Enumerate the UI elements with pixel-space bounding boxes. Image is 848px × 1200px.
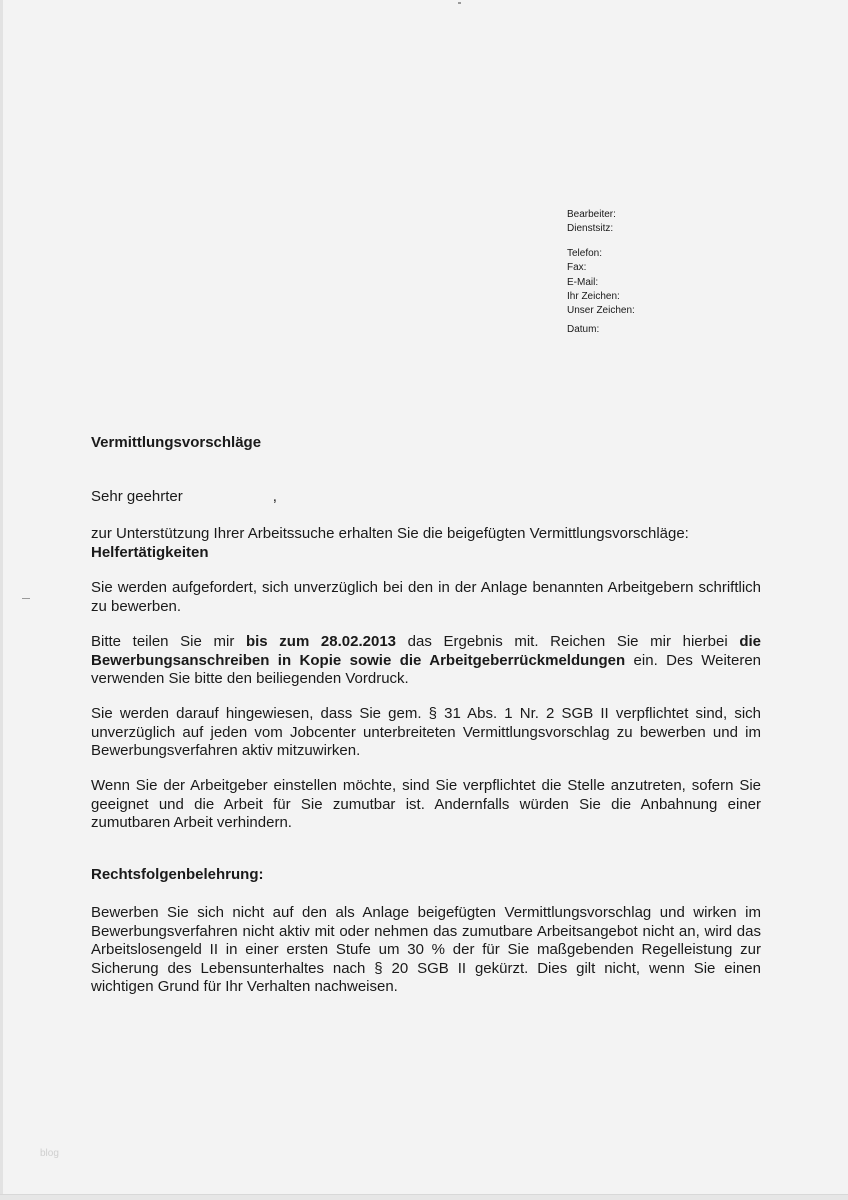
salutation-comma: ,: [272, 488, 277, 505]
intro-text: zur Unterstützung Ihrer Arbeitssuche erhalten Sie die beigefügten Vermittlungsvorschläge:: [91, 525, 689, 542]
email-label: E-Mail:: [567, 276, 599, 288]
paragraph-request: Sie werden aufgefordert, sich unverzüglich bei den in der Anlage benannten Arbeitgebern schriftlich zu bewerben.: [91, 579, 761, 615]
job-category: Helfertätigkeiten: [91, 543, 209, 561]
deadline-date: bis zum 28.02.2013: [245, 633, 397, 650]
telefon-label: Telefon:: [567, 247, 603, 259]
required-documents: die Bewerbungsanschreiben in Kopie sowie die Arbeitgeberrückmeldungen: [91, 633, 761, 669]
paragraph-obligation: Wenn Sie der Arbeitgeber einstellen möchte, sind Sie verpflichtet die Stelle anzutreten, sofern Sie geeignet und die Arbeit für Sie zumutbar ist. Andernfalls würden Sie die Anbahnung einer zumutbaren Arbeit verhindern.: [91, 777, 761, 831]
paragraph-legal-consequences: Bewerben Sie sich nicht auf den als Anlage beigefügten Vermittlungsvorschlag und wirken im Bewerbungsverfahren nicht aktiv mit oder nehmen das zumutbare Arbeitsangebot nicht an, wird das Arbeitslosengeld II in einer ersten Stufe um 30 % der für Sie maßgebenden Regelleistung zur Sicherung des Lebensunterhaltes nach § 20 SGB II gekürzt. Dies gilt nicht, wenn Sie einen wichtigen Grund für Ihr Verhalten nachweisen.: [91, 904, 761, 995]
unser-zeichen-label: Unser Zeichen:: [567, 305, 635, 317]
deadline-text-e: ein. Des Weiteren verwenden Sie bitte den beiliegenden Vordruck.: [91, 651, 761, 687]
ihr-zeichen-label: Ihr Zeichen:: [567, 291, 620, 303]
watermark: blog: [40, 1148, 59, 1159]
sender-info-block: [567, 208, 635, 337]
bearbeiter-label: Bearbeiter:: [567, 209, 616, 220]
page-edge-bottom: [0, 1194, 848, 1200]
deadline-text-c: das Ergebnis mit. Reichen Sie mir hierbei: [396, 633, 740, 650]
fax-label: Fax:: [567, 262, 587, 274]
page-edge: [0, 0, 3, 1200]
salutation: [91, 488, 761, 507]
legal-consequences-heading: Rechtsfolgenbelehrung:: [91, 866, 264, 883]
paragraph-deadline: [91, 633, 761, 689]
datum-label: Datum:: [567, 323, 600, 335]
dienstsitz-label: Dienstsitz:: [567, 223, 614, 235]
scan-artifact: [22, 598, 30, 599]
scan-artifact: [458, 2, 461, 4]
salutation-text: Sehr geehrter: [91, 488, 183, 505]
paragraph-intro: [91, 525, 761, 562]
deadline-text-a: Bitte teilen Sie mir: [91, 633, 246, 650]
letter-subject: Vermittlungsvorschläge: [91, 434, 262, 451]
paragraph-legal-notice: Sie werden darauf hingewiesen, dass Sie gem. § 31 Abs. 1 Nr. 2 SGB II verpflichtet sind, sich unverzüglich auf jeden vom Jobcenter unterbreiteten Vermittlungsvorschlag zu bewerben und im Bewerbungsverfahren aktiv mitzuwirken.: [91, 705, 761, 759]
